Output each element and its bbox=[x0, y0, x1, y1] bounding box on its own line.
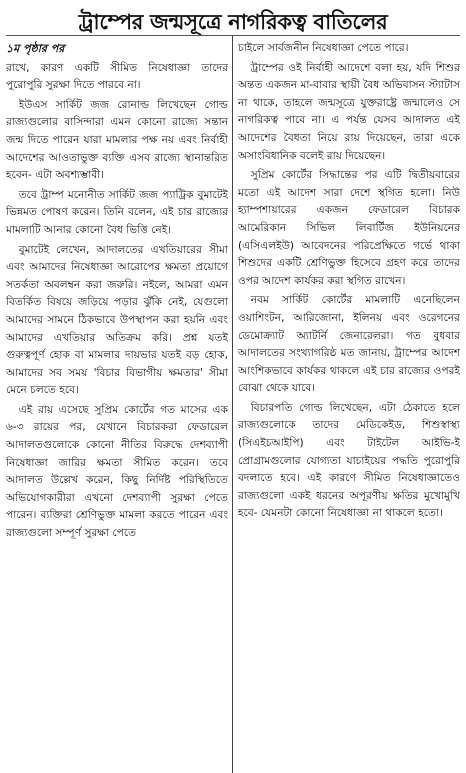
paragraph: বিচারপতি গোল্ড লিখেছেন, এটা ঠেকাতে হলে রাজ্যগুলোকে তাদের মেডিকেইড, শিশুস্বাস্থ্য (সিএইচআইপি) এবং টাইটেল আইভি-ই প্রোগ্রামগুলোর যোগ্যতা যাচাইয়ের পদ্ধতি পুরোপুরি বদলাতে হবে। এই কারণে সীমিত নিষেধাজ্ঞাতেও রাজ্যগুলো একই ধরনের অপূরণীয় ক্ষতির মুখোমুখি হবে- যেমনটা কোনো নিষেধাজ্ঞা না থাকলে হতো। bbox=[238, 401, 460, 520]
headline: ট্রাম্পের জন্মসূত্রে নাগরিকত্ব বাতিলের bbox=[78, 10, 388, 34]
paragraph: চাইলে সার্বজনীন নিষেধাজ্ঞা পেতে পারে। bbox=[238, 42, 409, 54]
continued-from-label: ১ম পৃষ্ঠার পর bbox=[6, 42, 65, 55]
headline-divider bbox=[6, 35, 460, 36]
column-divider bbox=[232, 36, 233, 773]
paragraph: ইউএস সার্কিট জজ রোনাল্ড লিখেছেন গোল্ড রাজ্যগুলোর বাসিন্দারা এমন কোনো রাজ্যে সন্তান জন্ম দিতে পারেন যারা মামলার পক্ষ নয় এবং নির্বাহী আদেশের আওতাভুক্ত ব্যক্তি এসব রাজ্যে স্থানান্তরিত হবেন- এটা অবশ্যম্ভাবী। bbox=[6, 98, 228, 182]
paragraph: সুপ্রিম কোর্টের সিদ্ধান্তের পর এটি দ্বিতীয়বারের মতো এই আদেশ সারা দেশে স্থগিত হলো। নিউ হ্যাম্পশায়ারের একজন ফেডারেল বিচারক আমেরিকান সিভিল লিবার্টিজ ইউনিয়নের (এসিএলইউ) আবেদনের পরিপ্রেক্ষিতে গর্ভে থাকা শিশুদের একটি শ্রেণিভুক্ত হিসেবে গ্রহণ করে তাদের ওপর আদেশ কার্যকর করা স্থগিত রাখেন। bbox=[238, 169, 460, 287]
article-body bbox=[6, 40, 460, 768]
paragraph: ট্রাম্পের ওই নির্বাহী আদেশে বলা হয়, যদি শিশুর অন্তত একজন মা-বাবার স্থায়ী বৈধ অভিবাসন স্ট্যাটাস না থাকে, তাহলে জন্মসূত্রে যুক্তরাষ্ট্রে জন্মালেও সে নাগরিকত্ব পাবে না। এ পর্যন্ত যেসব আদালত এই আদেশের বৈধতা নিয়ে রায় দিয়েছেন, তারা একে অসাংবিধানিক বলেই রায় দিয়েছেন। bbox=[238, 61, 460, 162]
paragraph: রাখে, কারণ একটি সীমিত নিষেধাজ্ঞা তাদের পুরোপুরি সুরক্ষা দিতে পারবে না। bbox=[6, 61, 228, 92]
right-column bbox=[238, 40, 460, 768]
paragraph: তবে ট্রাম্প মনোনীত সার্কিট জজ প্যাট্রিক বুমাটেই ভিন্নমত পোষণ করেন। তিনি বলেন, এই চার রাজ্যের মামলাটি আনার কোনো বৈধ ভিত্তি নেই। bbox=[6, 188, 228, 236]
paragraph: বুমাটেই লেখেন, আদালতের এখতিয়ারের সীমা এবং আমাদের নিষেধাজ্ঞা আরোপের ক্ষমতা প্রয়োগে সতর্কতা অবলম্বন করা জরুরি। নইলে, আমরা এমন বিতর্কিত বিষয়ে জড়িয়ে পড়ার ঝুঁকি নেই, যেগুলো আমাদের সামনে ঠিকভাবে উপস্থাপন করা হয়নি এবং আমাদের এখতিয়ার অতিক্রম করি। প্রশ্ন যতই গুরুত্বপূর্ণ হোক বা মামলার দায়ভার যতই বড় হোক, আমাদের সব সময় 'বিচার বিভাগীয় ক্ষমতার' সীমা মেনে চলতে হবে। bbox=[6, 243, 228, 397]
paragraph: নবম সার্কিট কোর্টের মামলাটি এনেছিলেন ওয়াশিংটন, আরিজোনা, ইলিনয় এবং ওরেগনের ডেমোক্র্যাট অ্যাটর্নি জেনারেলরা। গত বুধবার আদালতের সংখ্যাগরিষ্ঠ মত জানায়, ট্রাম্পের আদেশ আংশিকভাবে কার্যকর থাকলে এই চার রাজ্যের ওপরই বোঝা থেকে যাবে। bbox=[238, 294, 460, 395]
paragraph: এই রায় এসেছে সুপ্রিম কোর্টের গত মাসের এক ৬-৩ রায়ের পর, যেখানে বিচারকরা ফেডারেল আদালতগুলোকে কোনো নীতির বিরুদ্ধে দেশব্যাপী নিষেধাজ্ঞা জারির ক্ষমতা সীমিত করেন। তবে আদালত উল্লেখ করেন, কিছু নির্দিষ্ট পরিস্থিতিতে অভিযোগকারীরা এখনো দেশব্যাপী সুরক্ষা পেতে পারেন। ব্যক্তিরা শ্রেণিভুক্ত মামলা করতে পারেন এবং রাজ্যগুলো সম্পূর্ণ সুরক্ষা পেতে bbox=[6, 403, 228, 540]
left-column bbox=[6, 40, 228, 768]
